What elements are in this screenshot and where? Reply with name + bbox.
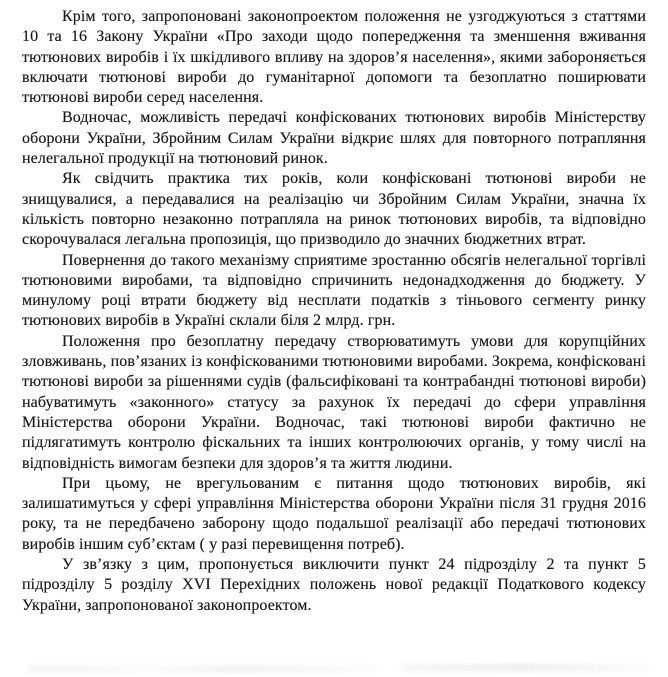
paragraph: У зв’язку з цим, пропонується виключити пункт 24 підрозділу 2 та пункт 5 підрозділу 5 розділу XVI Перехідних положень нової редакції Податкового кодексу України, запропонованої законопроектом. (22, 556, 646, 614)
scan-artifact-smudge (400, 664, 650, 671)
paragraph: Положення про безоплатну передачу створюватимуть умови для корупційних зловживань, пов’язаних із конфіскованими тютюновими виробами. Зокрема, конфісковані тютюнові вироби за рішеннями судів (фальсифіковані та контрабандні тютюнові вироби) набуватимуть «законного» статусу за рахунок їх передачі до сфери управління Міністерства оборони України. Водночас, такі тютюнові вироби фактично не підлягатимуть контролю фіскальних та інших контролюючих органів, у тому числі на відповідність вимогам безпеки для здоров’я та життя людини. (22, 332, 646, 472)
document-page (22, 7, 646, 616)
paragraph: При цьому, не врегульованим є питання щодо тютюнових виробів, які залишатимуться у сфері управління Міністерства оборони України після 31 грудня 2016 року, та не передбачено заборону щодо подальшої реалізації або передачі тютюнових виробів іншим суб’єктам ( у разі перевищення потреб). (22, 474, 646, 553)
paragraph: Як свідчить практика тих років, коли конфісковані тютюнові вироби не знищувалися, а передавалися на реалізацію чи Збройним Силам України, значна їх кількість повторно незаконно потрапляла на ринок тютюнових виробів, та відповідно скорочувалася легальна пропозиція, що призводило до значних бюджетних втрат. (22, 170, 646, 249)
paragraph: Крім того, запропоновані законопроектом положення не узгоджуються з статтями 10 та 16 Закону України «Про заходи щодо попередження та зменшення вживання тютюнових виробів і їх шкідливого впливу на здоров’я населення», якими забороняється включати тютюнові вироби до гуманітарної допомоги та безоплатно поширювати тютюнові вироби серед населення. (22, 8, 646, 107)
scan-artifact-smudge (28, 666, 378, 672)
paragraph: Водночас, можливість передачі конфіскованих тютюнових виробів Міністерству оборони України, Збройним Силам України відкриє шлях для повторного потрапляння нелегальної продукції на тютюновий ринок. (22, 109, 646, 168)
paragraph: Повернення до такого механізму сприятиме зростанню обсягів нелегальної торгівлі тютюновими виробами, та відповідно спричинить недонадходження до бюджету. У минулому році втрати бюджету від несплати податків з тіньового сегменту ринку тютюнових виробів в Україні склали біля 2 млрд. грн. (22, 251, 646, 330)
